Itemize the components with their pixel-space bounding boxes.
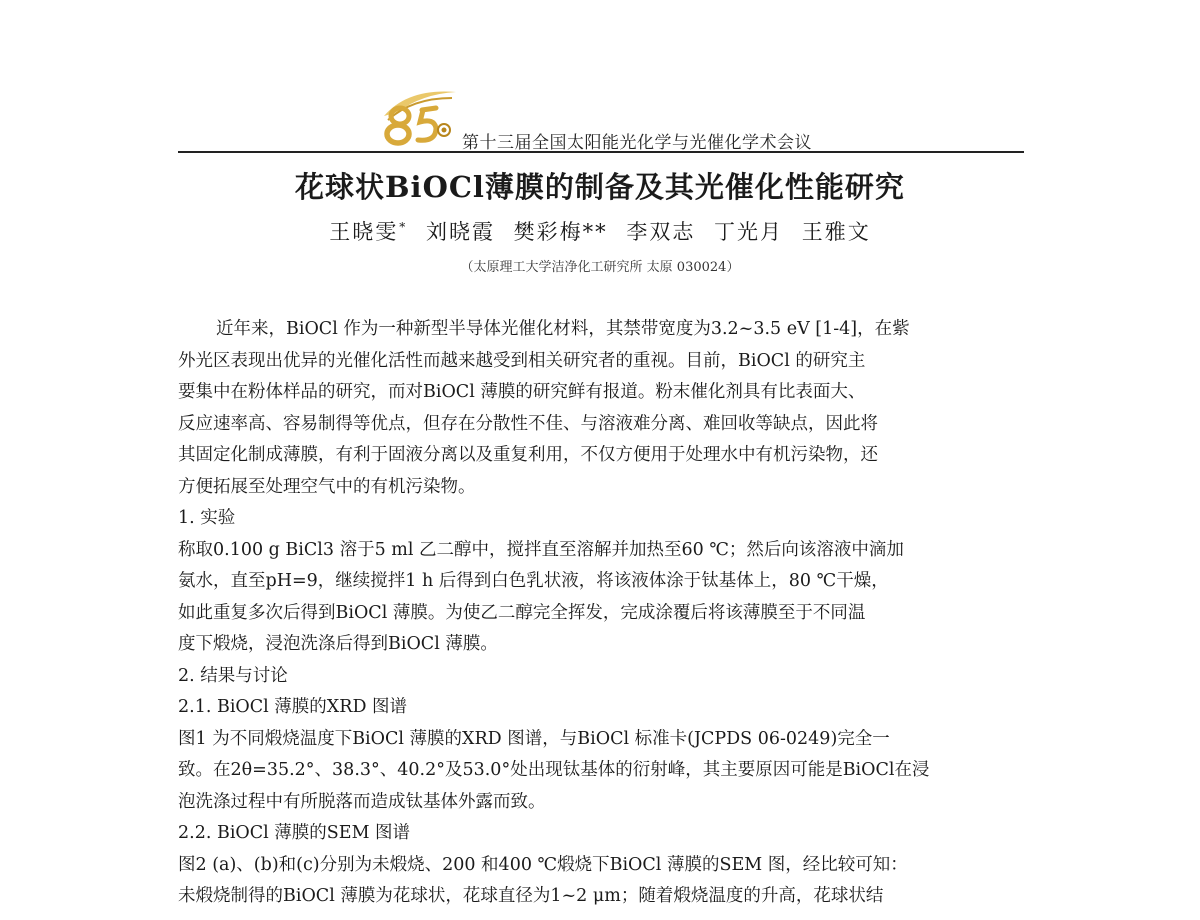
- section-heading-results: 2. 结果与讨论: [178, 665, 288, 686]
- sem-line: 未煅烧制得的BiOCl 薄膜为花球状，花球直径为1~2 μm；随着煅烧温度的升高，花球状结: [178, 886, 884, 906]
- author-name: 王晓雯*: [329, 220, 408, 244]
- intro-line: 近年来，BiOCl 作为一种新型半导体光催化材料，其禁带宽度为3.2~3.5 eV [1-4]，在紫: [216, 319, 910, 339]
- intro-line: 要集中在粉体样品的研究，而对BiOCl 薄膜的研究鲜有报道。粉末催化剂具有比表面大、: [178, 382, 866, 402]
- affiliation: （太原理工大学洁净化工研究所 太原 030024）: [460, 260, 740, 275]
- author-name: 樊彩梅**: [513, 220, 608, 244]
- author-name: 刘晓霞: [425, 220, 495, 244]
- intro-line: 外光区表现出优异的光催化活性而越来越受到相关研究者的重视。目前，BiOCl 的研究主: [178, 350, 866, 371]
- conference-logo-icon: [378, 86, 460, 148]
- xrd-line: 图1 为不同煅烧温度下BiOCl 薄膜的XRD 图谱，与BiOCl 标准卡(JCPDS 06-0249)完全一: [178, 728, 890, 749]
- section-heading-experiment: 1. 实验: [178, 508, 236, 528]
- author-name: 李双志: [626, 220, 696, 244]
- paper-body: [178, 314, 1026, 913]
- author-name: 丁光月: [714, 220, 784, 244]
- author-name: 王雅文: [801, 220, 871, 244]
- experiment-line: 称取0.100 g BiCl3 溶于5 ml 乙二醇中，搅拌直至溶解并加热至60 ℃；然后向该溶液中滴加: [178, 539, 904, 560]
- section-heading-xrd: 2.1. BiOCl 薄膜的XRD 图谱: [178, 697, 408, 717]
- conference-name: 第十三届全国太阳能光化学与光催化学术会议: [462, 133, 812, 153]
- experiment-line: 度下煅烧，浸泡洗涤后得到BiOCl 薄膜。: [178, 634, 498, 654]
- header-divider: [178, 151, 1024, 153]
- intro-line: 反应速率高、容易制得等优点，但存在分散性不佳、与溶液难分离、难回收等缺点，因此将: [178, 413, 878, 434]
- xrd-line: 泡洗涤过程中有所脱落而造成钛基体外露而致。: [178, 791, 546, 812]
- section-heading-sem: 2.2. BiOCl 薄膜的SEM 图谱: [178, 823, 411, 843]
- author-list: [0, 216, 1200, 246]
- intro-line: 方便拓展至处理空气中的有机污染物。: [178, 476, 476, 497]
- sem-line: 图2 (a)、(b)和(c)分别为未煅烧、200 和400 ℃煅烧下BiOCl 薄膜的SEM 图，经比较可知：: [178, 854, 908, 875]
- experiment-line: 氨水，直至pH=9，继续搅拌1 h 后得到白色乳状液，将该液体涂于钛基体上，80 ℃干燥，: [178, 571, 889, 591]
- experiment-line: 如此重复多次后得到BiOCl 薄膜。为使乙二醇完全挥发，完成涂覆后将该薄膜至于不同温: [178, 602, 866, 623]
- paper-title: 花球状BiOCl薄膜的制备及其光催化性能研究: [295, 170, 905, 204]
- xrd-line: 致。在2θ=35.2°、38.3°、40.2°及53.0°处出现钛基体的衍射峰，其主要原因可能是BiOCl在浸: [178, 760, 930, 780]
- intro-line: 其固定化制成薄膜，有利于固液分离以及重复利用，不仅方便用于处理水中有机污染物，还: [178, 445, 878, 465]
